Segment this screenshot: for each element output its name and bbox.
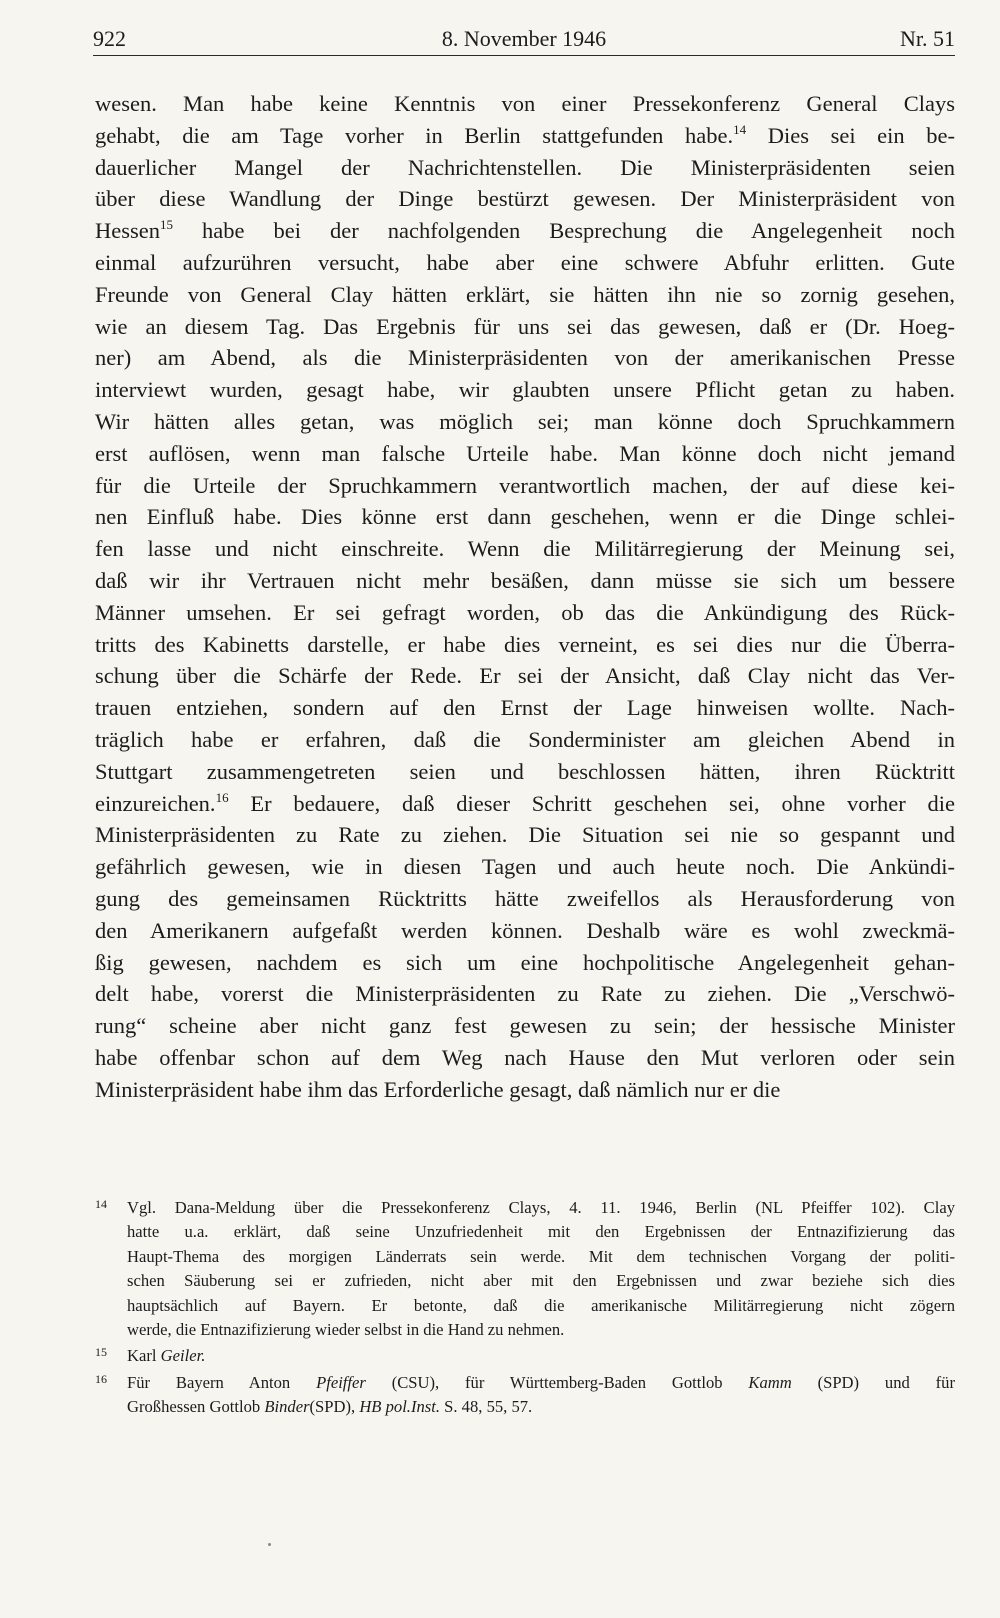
- footnote-line: hauptsächlich auf Bayern. Er betonte, daß die amerikanische Militärregierung nicht zögern: [127, 1295, 955, 1315]
- footnote-line: schen Säuberung sei er zufrieden, nicht aber mit den Ergebnissen und zwar beziehe sich dies: [127, 1271, 955, 1291]
- footnote-ref-16[interactable]: 16: [215, 789, 229, 805]
- footnote-15: [95, 1344, 955, 1368]
- body-line: erst auflösen, wenn man falsche Urteile habe. Man könne doch nicht jemand: [95, 440, 955, 466]
- body-line: ßig gewesen, nachdem es sich um eine hochpolitische Angelegenheit gehan-: [95, 949, 955, 975]
- body-line: delt habe, vorerst die Ministerpräsidenten zu Rate zu ziehen. Die „Verschwö-: [95, 981, 955, 1007]
- body-line: nen Einfluß habe. Dies könne erst dann geschehen, wenn er die Dinge schlei-: [95, 504, 955, 530]
- body-line: Wir hätten alles getan, was möglich sei; man könne doch Spruchkammern: [95, 408, 955, 434]
- body-line: für die Urteile der Spruchkammern verantwortlich machen, der auf diese kei-: [95, 472, 955, 498]
- header-date: 8. November 1946: [441, 26, 607, 51]
- body-line: gefährlich gewesen, wie in diesen Tagen und auch heute noch. Die Ankündi-: [95, 854, 955, 880]
- person-name: Geiler.: [160, 1346, 206, 1366]
- body-line: wie an diesem Tag. Das Ergebnis für uns sei das gewesen, daß er (Dr. Hoeg-: [95, 313, 955, 339]
- body-line: ner) am Abend, als die Ministerpräsidenten von der amerikanischen Presse: [95, 345, 955, 371]
- body-line: habe offenbar schon auf dem Weg nach Hause den Mut verloren oder sein: [95, 1044, 955, 1070]
- body-line: interviewt wurden, gesagt habe, wir glaubten unsere Pflicht getan zu haben.: [95, 377, 955, 403]
- paper-speck: [268, 1543, 271, 1546]
- footnote-line: Haupt-Thema des morgigen Länderrats sein werde. Mit dem technischen Vorgang der politi-: [127, 1246, 955, 1266]
- body-line: gehabt, die am Tage vorher in Berlin stattgefunden habe.$^{14}$ Dies sei ein be-: [95, 121, 955, 148]
- person-name: Binder: [264, 1397, 310, 1417]
- body-line: einzureichen.$^{16}$ Er bedauere, daß dieser Schritt geschehen sei, ohne vorher die: [95, 789, 955, 816]
- body-line: Ministerpräsident habe ihm das Erforderliche gesagt, daß nämlich nur er die: [95, 1076, 781, 1102]
- body-line: wesen. Man habe keine Kenntnis von einer Pressekonferenz General Clays: [95, 91, 955, 116]
- body-line: Ministerpräsidenten zu Rate zu ziehen. Die Situation sei nie so gespannt und: [95, 822, 955, 848]
- footnote-line: hatte u.a. erklärt, daß seine Unzufriedenheit mit den Ergebnissen der Entnazifizierung das: [127, 1222, 955, 1242]
- footnote-number: 14: [95, 1197, 107, 1211]
- body-line: trauen entziehen, sondern auf den Ernst der Lage hinweisen wollte. Nach-: [95, 695, 955, 721]
- footnotes: [95, 1196, 955, 1422]
- body-line: einmal aufzurühren versucht, habe aber eine schwere Abfuhr erlitten. Gute: [95, 249, 955, 275]
- footnote-number: 16: [95, 1371, 107, 1386]
- body-line: gung des gemeinsamen Rücktritts hätte zweifellos als Herausforderung von: [95, 885, 955, 911]
- body-line: Männer umsehen. Er sei gefragt worden, ob das die Ankündigung des Rück-: [95, 599, 955, 625]
- body-line: fen lasse und nicht einschreite. Wenn die Militärregierung der Meinung sei,: [95, 536, 955, 562]
- footnote-line: Für Bayern Anton Pfeiffer (CSU), für Württemberg-Baden Gottlob Kamm (SPD) und für: [127, 1372, 955, 1392]
- footnote-14: [95, 1196, 955, 1342]
- footnote-ref-15[interactable]: 15: [159, 217, 173, 233]
- footnote-ref-14[interactable]: 14: [733, 121, 747, 137]
- footnote-number: 15: [95, 1345, 107, 1360]
- footnote-text: Karl Geiler.: [127, 1346, 206, 1366]
- body-text: [95, 88, 955, 1106]
- body-line: rung“ scheine aber nicht ganz fest gewesen zu sein; der hessische Minister: [95, 1013, 955, 1039]
- source-reference: HB pol.Inst.: [359, 1397, 440, 1417]
- body-line: Freunde von General Clay hätten erklärt, sie hätten ihn nie so zornig gesehen,: [95, 281, 955, 307]
- footnote-line: Großhessen Gottlob Binder(SPD), HB pol.Inst. S. 48, 55, 57.: [127, 1397, 533, 1417]
- header-issue-number: Nr. 51: [900, 26, 955, 51]
- body-line: über diese Wandlung der Dinge bestürzt gewesen. Der Ministerpräsident von: [95, 186, 955, 212]
- body-line: träglich habe er erfahren, daß die Sonderminister am gleichen Abend in: [95, 726, 955, 752]
- body-line: den Amerikanern aufgefaßt werden können. Deshalb wäre es wohl zweckmä-: [95, 917, 955, 943]
- footnote-line: Vgl. Dana-Meldung über die Pressekonferenz Clays, 4. 11. 1946, Berlin (NL Pfeiffer 102). Clay: [127, 1198, 955, 1217]
- body-line: Hessen$^{15}$ habe bei der nachfolgenden Besprechung die Angelegenheit noch: [95, 217, 955, 244]
- body-line: dauerlicher Mangel der Nachrichtenstellen. Die Ministerpräsidenten seien: [95, 154, 955, 180]
- header-rule: [93, 55, 955, 56]
- person-name: Kamm: [748, 1372, 792, 1392]
- footnote-16: [95, 1371, 955, 1420]
- body-line: schung über die Schärfe der Rede. Er sei der Ansicht, daß Clay nicht das Ver-: [95, 663, 955, 689]
- body-line: daß wir ihr Vertrauen nicht mehr besäßen, dann müsse sie sich um bessere: [95, 567, 955, 593]
- body-line: Stuttgart zusammengetreten seien und beschlossen hätten, ihren Rücktritt: [95, 758, 955, 784]
- page-number: 922: [93, 26, 126, 51]
- person-name: Pfeiffer: [316, 1372, 366, 1392]
- footnote-line: werde, die Entnazifizierung wieder selbst in die Hand zu nehmen.: [127, 1319, 565, 1339]
- body-line: tritts des Kabinetts darstelle, er habe dies verneint, es sei dies nur die Überra-: [95, 631, 955, 657]
